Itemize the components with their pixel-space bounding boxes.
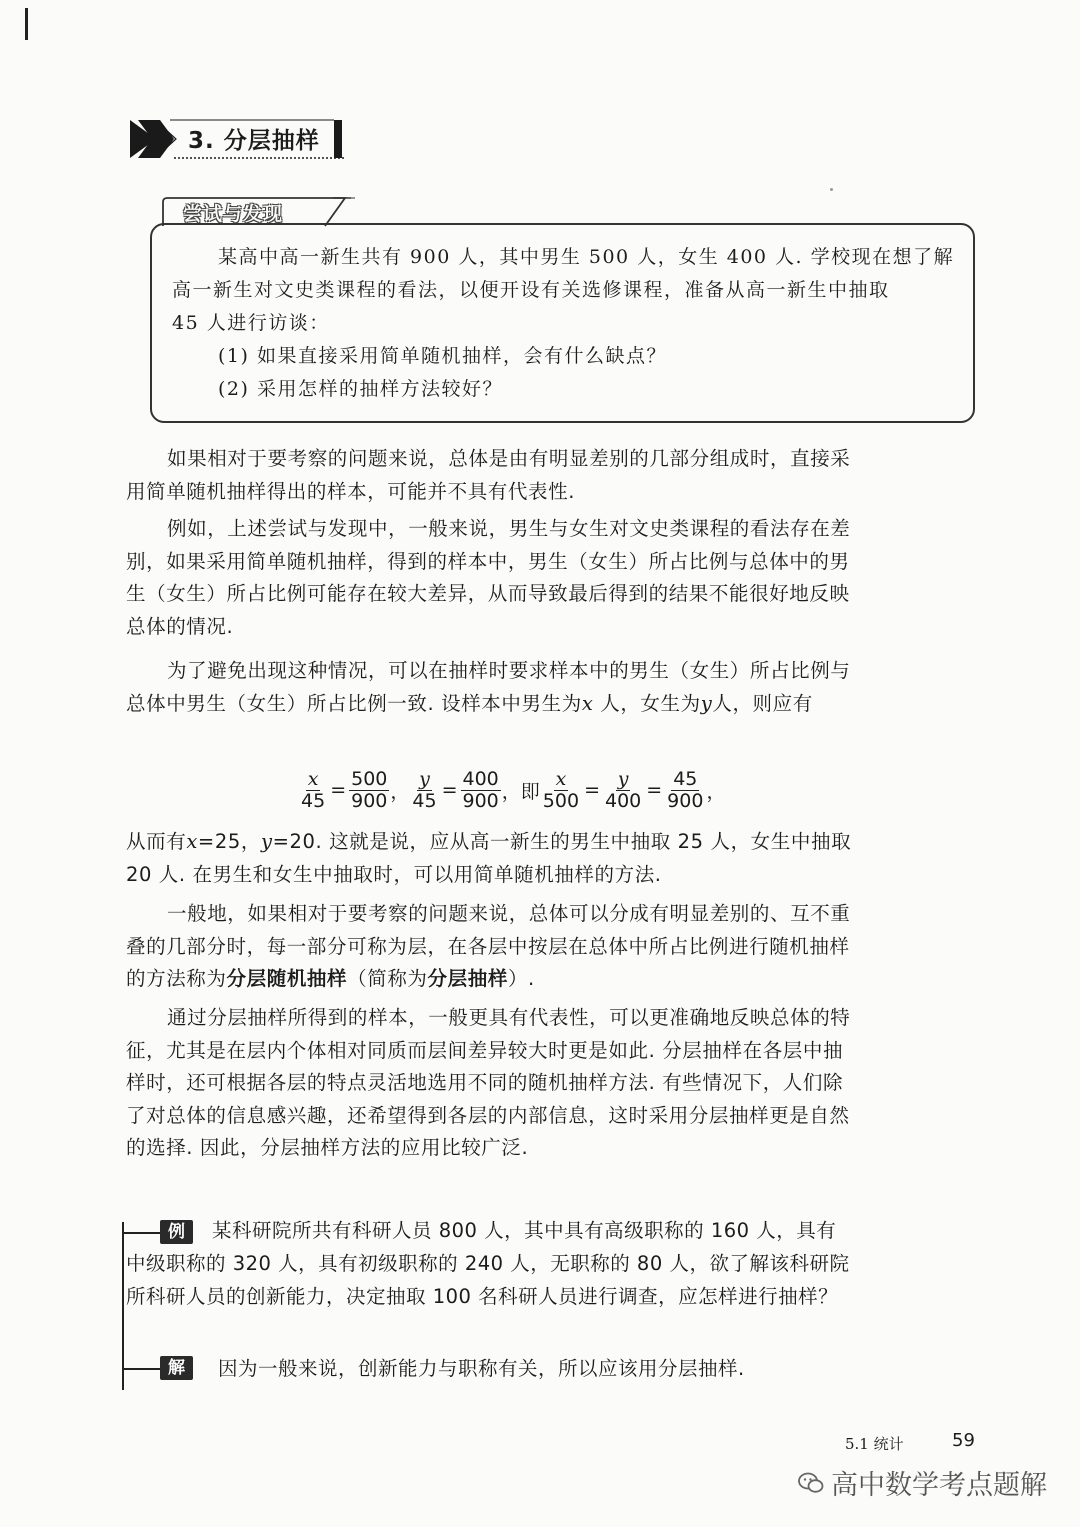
frac-den: 400 (604, 789, 642, 812)
frac-den: 900 (462, 789, 499, 812)
watermark-text: 高中数学考点题解 (831, 1470, 1047, 1501)
frac-num: x (555, 767, 567, 790)
frac-den: 500 (542, 789, 580, 812)
paragraph-5 (126, 898, 856, 996)
paragraph-6: 通过分层抽样所得到的样本，一般更具有代表性，可以更准确地反映总体的特征，尤其是在层内个体相对同质而层间差异较大时更是如此. 分层抽样在各层中抽样时，还可根据各层的特点灵活地选用不同的随机抽样方法. 有些情况下，人们除了对总体的信息感兴趣，还希望得到各层的内部信息，这时采用分层抽样更是自然的选择. 因此，分层抽样方法的应用比较广泛. (126, 1006, 851, 1159)
frac-num: 45 (673, 767, 698, 790)
try-line-3: 45 人进行访谈： (172, 312, 330, 334)
paragraph-5-text-c: ）. (507, 967, 535, 990)
comma: ， (501, 780, 521, 803)
frac-num: x (307, 767, 319, 790)
footer-section: 5.1 统计 (845, 1435, 904, 1453)
paragraph-5-text-b: （简称为 (347, 967, 428, 990)
var-y: y (260, 830, 273, 853)
paragraph-3 (126, 655, 856, 720)
paragraph-4-text-a: 从而有 (126, 830, 187, 853)
frac-num: 400 (462, 767, 499, 790)
watermark (797, 1463, 1047, 1502)
paragraph-3-text-b: 人，女生为 (593, 691, 701, 715)
example-side-bar (122, 1222, 124, 1390)
var-x: x (186, 830, 198, 853)
paragraph-2: 例如，上述尝试与发现中，一般来说，男生与女生对文史类课程的看法存在差别，如果采用简单随机抽样，得到的样本中，男生（女生）所占比例与总体中的男生（女生）所占比例可能存在较大差异，从而导致最后得到的结果不能很好地反映总体的情况. (126, 517, 851, 638)
comma: ， (390, 780, 410, 803)
try-line-question-1: (1) 如果直接采用简单随机抽样，会有什么缺点？ (218, 345, 667, 367)
scan-dot (830, 188, 833, 191)
solution-rule (122, 1368, 160, 1370)
formula (298, 764, 725, 816)
paragraph-4-text-c: =20. 这就是说，应从高一新生的男生中抽取 25 人，女生中抽取 20 人. 在男生和女生中抽取时，可以用简单随机抽样的方法. (126, 830, 852, 886)
term-stratified-sampling: 分层抽样 (427, 967, 508, 990)
section-title: 3. 分层抽样 (188, 128, 320, 154)
wechat-icon (797, 1471, 825, 1495)
frac-den: 900 (667, 789, 704, 812)
try-line-question-2: (2) 采用怎样的抽样方法较好？ (218, 378, 503, 400)
fraction-x-45 (299, 769, 327, 812)
example-badge: 例 (160, 1220, 193, 1244)
margin-mark (25, 8, 28, 40)
solution-badge: 解 (160, 1356, 193, 1380)
frac-num: y (419, 767, 430, 790)
fraction-y-45 (410, 769, 438, 812)
equals-sign: = (584, 779, 600, 801)
var-x: x (581, 691, 594, 715)
term-stratified-random-sampling: 分层随机抽样 (226, 967, 348, 990)
section-header (130, 118, 350, 160)
var-y: y (700, 691, 713, 715)
paragraph-3-text-a: 为了避免出现这种情况，可以在抽样时要求样本中的男生（女生）所占比例与总体中男生（女生）所占比例一致. 设样本中男生为 (126, 659, 851, 715)
fraction-x-500 (541, 769, 581, 812)
paragraph-5-text-a: 一般地，如果相对于要考察的问题来说，总体可以分成有明显差别的、互不重叠的几部分时，每一部分可称为层，在各层中按层在总体中所占比例进行随机抽样的方法称为 (126, 902, 851, 990)
therefore-word: 即 (520, 780, 540, 803)
fraction-400-900 (461, 769, 501, 812)
paragraph-3-text-c: 人，则应有 (712, 691, 813, 715)
page-number: 59 (952, 1430, 975, 1451)
try-box-label: 尝试与发现 (183, 203, 284, 225)
frac-num: 500 (351, 767, 388, 790)
paragraph-4-text-b: =25， (197, 830, 261, 853)
equals-sign: = (330, 779, 347, 801)
frac-num: y (617, 767, 629, 790)
equals-sign: = (646, 779, 663, 801)
paragraph-1: 如果相对于要考察的问题来说，总体是由有明显差别的几部分组成时，直接采用简单随机抽样得出的样本，可能并不具有代表性. (126, 447, 851, 503)
frac-den: 900 (351, 789, 388, 812)
frac-den: 45 (412, 789, 437, 812)
fraction-500-900 (349, 769, 389, 812)
fraction-y-400 (603, 769, 643, 812)
try-box-content (172, 241, 967, 406)
comma: ， (706, 780, 726, 803)
try-line-1: 某高中高一新生共有 900 人，其中男生 500 人，女生 400 人. 学校现在想了解 (218, 246, 955, 268)
paragraph-4 (126, 826, 856, 891)
equals-sign: = (441, 779, 458, 801)
fraction-45-900 (665, 769, 705, 812)
try-line-2: 高一新生对文史类课程的看法，以便开设有关选修课程，准备从高一新生中抽取 (172, 279, 890, 301)
frac-den: 45 (301, 789, 326, 812)
solution-text: 因为一般来说，创新能力与职称有关，所以应该用分层抽样. (218, 1357, 745, 1380)
example-text: 某科研院所共有科研人员 800 人，其中具有高级职称的 160 人，具有中级职称的 320 人，具有初级职称的 240 人，无职称的 80 人，欲了解该科研院所科研人员的创新能力，决定抽取 100 名科研人员进行调查，应怎样进行抽样？ (126, 1219, 850, 1308)
